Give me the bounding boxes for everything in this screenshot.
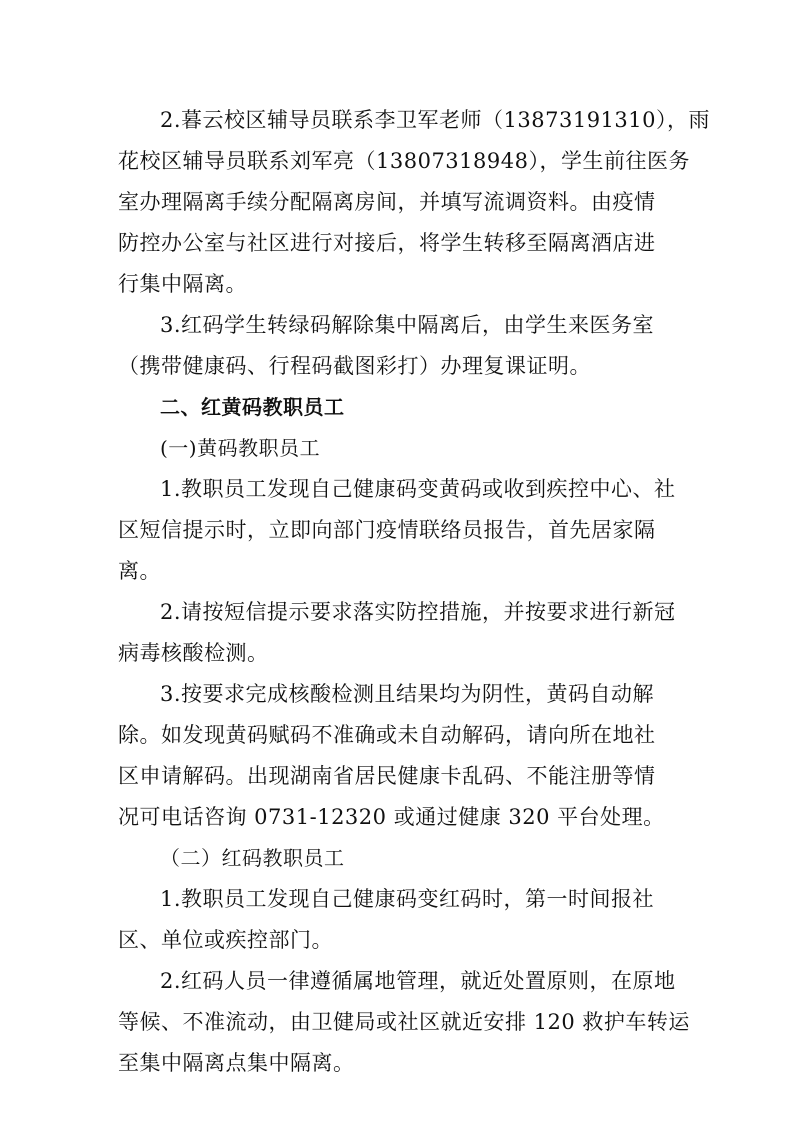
subsection-heading: （二）红码教职员工 <box>160 846 345 870</box>
paragraph-line: 防控办公室与社区进行对接后，将学生转移至隔离酒店进 <box>118 231 656 255</box>
paragraph-line: 室办理隔离手续分配隔离房间，并填写流调资料。由疫情 <box>118 190 656 214</box>
paragraph-line: 1.教职员工发现自己健康码变红码时，第一时间报社 <box>160 887 655 911</box>
paragraph-line: 区、单位或疾控部门。 <box>118 928 333 952</box>
paragraph-line: 3.红码学生转绿码解除集中隔离后，由学生来医务室 <box>160 313 655 337</box>
paragraph-line: 行集中隔离。 <box>118 272 247 296</box>
paragraph-line: 至集中隔离点集中隔离。 <box>118 1051 355 1075</box>
paragraph-line: （携带健康码、行程码截图彩打）办理复课证明。 <box>118 354 591 378</box>
paragraph-line: 区申请解码。出现湖南省居民健康卡乱码、不能注册等情 <box>118 764 656 788</box>
paragraph-line: 况可电话咨询 0731-12320 或通过健康 320 平台处理。 <box>118 805 665 829</box>
paragraph-line: 区短信提示时，立即向部门疫情联络员报告，首先居家隔 <box>118 518 656 542</box>
paragraph-line: 3.按要求完成核酸检测且结果均为阴性，黄码自动解 <box>160 682 655 706</box>
paragraph-line: 离。 <box>118 559 161 583</box>
paragraph-line: 花校区辅导员联系刘军亮（13807318948），学生前往医务 <box>118 149 690 173</box>
paragraph-line: 2.红码人员一律遵循属地管理，就近处置原则，在原地 <box>160 969 676 993</box>
section-heading: 二、红黄码教职员工 <box>160 395 345 419</box>
paragraph-line: 除。如发现黄码赋码不准确或未自动解码，请向所在地社 <box>118 723 656 747</box>
paragraph-line: 1.教职员工发现自己健康码变黄码或收到疾控中心、社 <box>160 477 676 501</box>
paragraph-line: 病毒核酸检测。 <box>118 641 269 665</box>
paragraph-line: 2.暮云校区辅导员联系李卫军老师（13873191310），雨 <box>160 108 711 132</box>
subsection-heading: (一)黄码教职员工 <box>160 436 321 460</box>
paragraph-line: 2.请按短信提示要求落实防控措施，并按要求进行新冠 <box>160 600 676 624</box>
paragraph-line: 等候、不准流动，由卫健局或社区就近安排 120 救护车转运 <box>118 1010 690 1034</box>
